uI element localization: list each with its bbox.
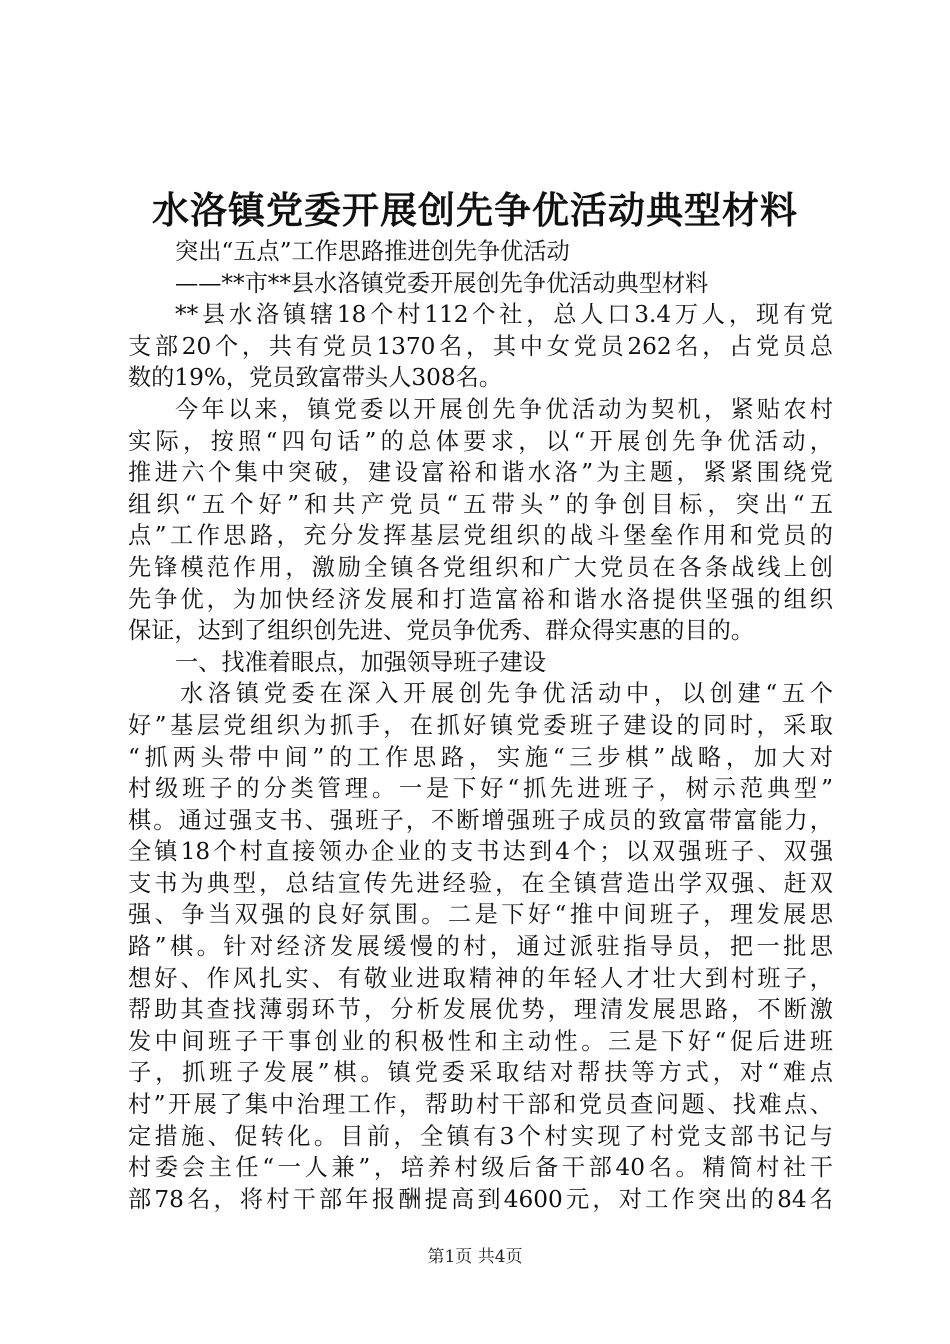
paragraph-line: 子，抓班子发展”棋。镇党委采取结对帮扶等方式，对“难点 <box>128 1059 833 1087</box>
paragraph-line: 支部20个，共有党员1370名，其中女党员262名，占党员总 <box>128 332 833 360</box>
paragraph-line: 好”基层党组织为抓手，在抓好镇党委班子建设的同时，采取 <box>128 711 833 739</box>
paragraph-line: 全镇18个村直接领办企业的支书达到4个；以双强班子、双强 <box>128 838 833 866</box>
paragraph-line: 路”棋。针对经济发展缓慢的村，通过派驻指导员，把一批思 <box>128 933 833 961</box>
paragraph-line: 支书为典型，总结宣传先进经验，在全镇营造出学双强、赶双 <box>128 869 833 897</box>
paragraph-line: 水洛镇党委在深入开展创先争优活动中，以创建“五个 <box>180 680 833 708</box>
paragraph-line: 发中间班子干事创业的积极性和主动性。三是下好“促后进班 <box>128 1027 833 1055</box>
paragraph-line: 村级班子的分类管理。一是下好“抓先进班子，树示范典型” <box>128 775 833 803</box>
subtitle: 突出“五点”工作思路推进创先争优活动 <box>175 238 570 265</box>
page-number-footer: 第1页 共4页 <box>427 1247 523 1267</box>
paragraph-line: “抓两头带中间”的工作思路，实施“三步棋”战略，加大对 <box>128 743 833 771</box>
paragraph-line: 帮助其查找薄弱环节，分析发展优势，理清发展思路，不断激 <box>128 996 833 1024</box>
subtitle-attribution: ——**市**县水洛镇党委开展创先争优活动典型材料 <box>175 269 709 297</box>
document-title: 水洛镇党委开展创先争优活动典型材料 <box>152 188 798 232</box>
paragraph-line: 保证，达到了组织创先进、党员争优秀、群众得实惠的目的。 <box>128 617 755 645</box>
paragraph-line: 村委会主任“一人兼”，培养村级后备干部40名。精简村社干 <box>128 1154 833 1182</box>
paragraph-line: 先争优，为加快经济发展和打造富裕和谐水洛提供坚强的组织 <box>128 585 833 613</box>
paragraph-line: 组织“五个好”和共产党员“五带头”的争创目标，突出“五 <box>128 490 833 518</box>
paragraph-line: 村”开展了集中治理工作，帮助村干部和党员查问题、找难点、 <box>128 1091 833 1119</box>
section-heading: 一、找准着眼点，加强领导班子建设 <box>175 648 546 676</box>
paragraph-line: 想好、作风扎实、有敬业进取精神的年轻人才壮大到村班子， <box>128 964 833 992</box>
paragraph-line: 强、争当双强的良好氛围。二是下好“推中间班子，理发展思 <box>128 901 833 929</box>
paragraph-line: 定措施、促转化。目前，全镇有3个村实现了村党支部书记与 <box>128 1122 833 1150</box>
paragraph-line: 今年以来，镇党委以开展创先争优活动为契机，紧贴农村 <box>175 395 833 423</box>
paragraph-line: 推进六个集中突破，建设富裕和谐水洛”为主题，紧紧围绕党 <box>128 459 833 487</box>
paragraph-line: 部78名，将村干部年报酬提高到4600元，对工作突出的84名 <box>128 1185 833 1213</box>
paragraph-line: **县水洛镇辖18个村112个社，总人口3.4万人，现有党 <box>175 301 833 329</box>
paragraph-line: 点”工作思路，充分发挥基层党组织的战斗堡垒作用和党员的 <box>128 522 833 550</box>
paragraph-line: 先锋模范作用，激励全镇各党组织和广大党员在各条战线上创 <box>128 553 833 581</box>
paragraph-line: 数的19%，党员致富带头人308名。 <box>128 364 503 392</box>
paragraph-line: 棋。通过强支书、强班子，不断增强班子成员的致富带富能力， <box>128 806 833 834</box>
document-body <box>128 236 833 1215</box>
paragraph-line: 实际，按照“四句话”的总体要求，以“开展创先争优活动， <box>128 427 833 455</box>
